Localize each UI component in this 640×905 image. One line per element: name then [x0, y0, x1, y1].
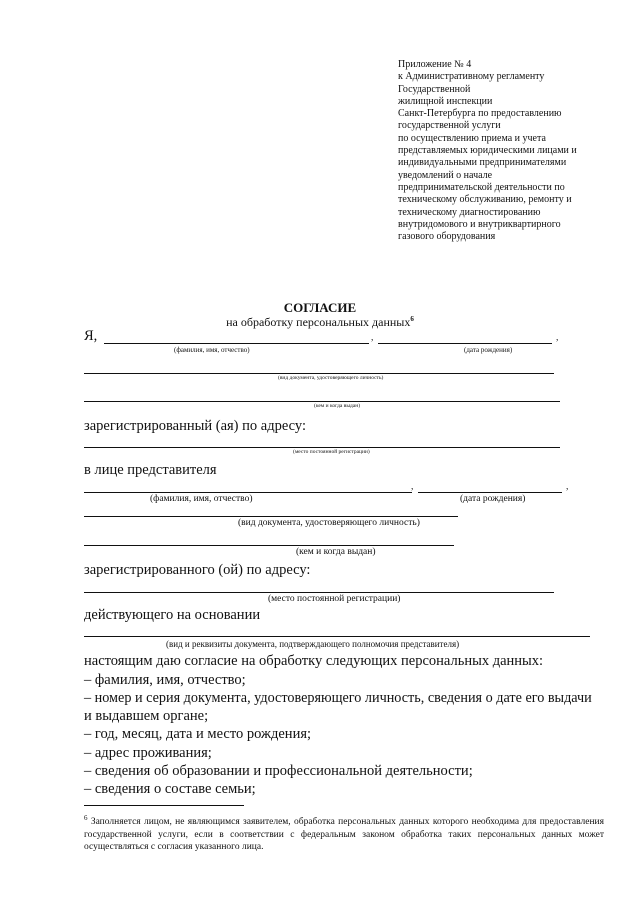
appendix-line: жилищной инспекции [398, 95, 493, 107]
basis-field[interactable] [84, 636, 590, 637]
rep-dob-field[interactable] [418, 492, 562, 493]
issued-caption: (кем и когда выдан) [314, 403, 361, 409]
dob-caption: (дата рождения) [464, 346, 513, 354]
appendix-line: индивидуальными предпринимателями [398, 157, 567, 169]
fio-caption: (фамилия, имя, отчество) [174, 346, 250, 354]
rep-fio-field[interactable] [84, 492, 412, 493]
appendix-line: государственной услуги [398, 120, 501, 132]
basis-caption: (вид и реквизиты документа, подтверждающего полномочия представителя) [166, 639, 460, 649]
ya-label: Я, [84, 328, 98, 344]
consent-item: – год, месяц, дата и место рождения; [84, 726, 312, 742]
comma: , [371, 333, 374, 343]
comma: , [411, 482, 414, 492]
rep-registered-label: зарегистрированного (ой) по адресу: [84, 562, 311, 578]
footnote-number: 6 [84, 814, 88, 822]
footnote-text: Заполняется лицом, не являющимся заявителем, обработка персональных данных которого необходима для предоставления государственной услуги, если в соответствии с федеральным законом обработка таких персональных данных может осуществляться с согласия указанного лица. [84, 817, 604, 853]
consent-item: – сведения о составе семьи; [84, 781, 256, 797]
appendix-line: техническому диагностированию [398, 206, 541, 218]
appendix-line: газового оборудования [398, 231, 496, 243]
document-field[interactable] [84, 373, 554, 374]
comma: , [566, 482, 569, 492]
appendix-line: уведомлений о начале [398, 169, 493, 181]
comma: , [556, 333, 559, 343]
rep-dob-caption: (дата рождения) [460, 494, 526, 504]
rep-document-caption: (вид документа, удостоверяющего личность) [238, 518, 420, 528]
rep-fio-caption: (фамилия, имя, отчество) [150, 494, 253, 504]
appendix-line: Государственной [398, 83, 471, 95]
document-caption: (вид документа, удостоверяющего личность) [278, 375, 384, 381]
representative-label: в лице представителя [84, 462, 217, 478]
residence-field[interactable] [84, 447, 560, 448]
rep-issued-caption: (кем и когда выдан) [296, 547, 376, 557]
rep-residence-field[interactable] [84, 592, 554, 593]
appendix-line: внутридомового и внутриквартирного [398, 218, 561, 230]
document-title: СОГЛАСИЕ [283, 300, 357, 315]
basis-label: действующего на основании [84, 607, 261, 623]
consent-item: – фамилия, имя, отчество; [84, 672, 246, 688]
consent-item: – сведения об образовании и профессиональной деятельности; [84, 763, 473, 779]
consent-item: – адрес проживания; [84, 745, 212, 761]
footnote-ref: 6 [410, 315, 414, 323]
consent-intro: настоящим даю согласие на обработку следующих персональных данных: [84, 653, 544, 669]
appendix-line: по осуществлению приема и учета [398, 132, 546, 144]
dob-field[interactable] [378, 343, 552, 344]
registered-label: зарегистрированный (ая) по адресу: [84, 418, 306, 434]
appendix-line: к Административному регламенту [398, 71, 545, 83]
consent-item: – номер и серия документа, удостоверяющего личность, сведения о дате его выдачи [84, 690, 592, 706]
rep-residence-caption: (место постоянной регистрации) [268, 594, 401, 604]
issued-field[interactable] [84, 401, 560, 402]
appendix-line: представляемых юридическими лицами и [398, 145, 577, 157]
fio-field[interactable] [104, 343, 369, 344]
appendix-line: Приложение № 4 [398, 59, 472, 70]
appendix-line: предпринимательской деятельности по [398, 181, 565, 193]
subtitle-text: на обработку персональных данных [226, 315, 411, 329]
rep-document-field[interactable] [84, 516, 458, 517]
footnote-separator [84, 805, 244, 806]
residence-caption: (место постоянной регистрации) [293, 449, 370, 455]
appendix-line: техническому обслуживанию, ремонту и [398, 194, 572, 206]
footnote [84, 812, 604, 854]
appendix-line: Санкт-Петербурга по предоставлению [398, 108, 562, 120]
consent-item: и выдавшем органе; [84, 708, 209, 724]
rep-issued-field[interactable] [84, 545, 454, 546]
appendix-header [398, 59, 618, 243]
